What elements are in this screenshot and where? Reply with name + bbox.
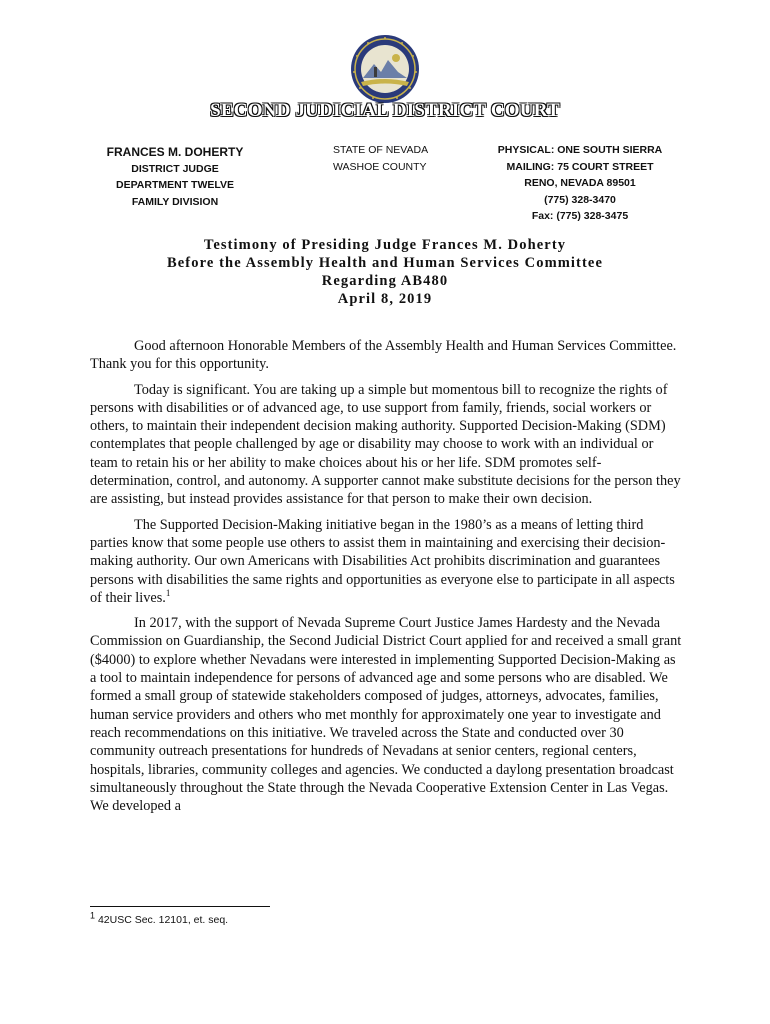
jurisdiction-header bbox=[333, 142, 428, 175]
paragraph: Good afternoon Honorable Members of the Assembly Health and Human Services Committee. Thank you for this opportunity. bbox=[90, 338, 677, 373]
footnote bbox=[90, 910, 229, 926]
paragraph bbox=[90, 516, 684, 607]
footnote-text: 42USC Sec. 12101, et. seq. bbox=[97, 914, 229, 926]
department: DEPARTMENT TWELVE bbox=[115, 179, 235, 191]
judge-header bbox=[95, 144, 255, 210]
judge-title: DISTRICT JUDGE bbox=[131, 162, 219, 175]
testimony-title bbox=[0, 236, 770, 308]
title-line: April 8, 2019 bbox=[337, 291, 433, 307]
state: STATE OF NEVADA bbox=[333, 144, 429, 156]
court-name: SECOND JUDICIAL DISTRICT COURT bbox=[210, 100, 560, 121]
nevada-seal-icon bbox=[350, 34, 420, 104]
mailing-address: MAILING: 75 COURT STREET bbox=[506, 160, 654, 173]
physical-address: PHYSICAL: ONE SOUTH SIERRA bbox=[497, 144, 663, 156]
paragraph-text: The Supported Decision-Making initiative began in the 1980’s as a means of letting third parties know that some people use others to assist them in maintaining and exercising their decision-making authority. Our own Americans with Disabilities Act prohibits discrimination and guarantees persons with disabilities the same rights and opportunities as everyone else to participate in all aspects of their lives. bbox=[90, 516, 675, 606]
paragraph: Today is significant. You are taking up a simple but momentous bill to recognize the rights of persons with disabilities or of advanced age, to use support from family, friends, social workers or others, to maintain their independent decision making authority. Supported Decision-Making (SDM) contemplates that people challenged by age or disability may choose to work with an individual or team to retain his or her ability to make choices about his or her life. SDM promotes self-determination, control, and autonomy. A supporter cannot make substitute decisions for the person they are assisting, but instead provides assistance for that person to make their own decision. bbox=[90, 381, 681, 508]
phone: (775) 328-3470 bbox=[544, 193, 616, 206]
city-state-zip: RENO, NEVADA 89501 bbox=[524, 177, 636, 189]
division: FAMILY DIVISION bbox=[131, 195, 219, 208]
address-header bbox=[490, 142, 670, 225]
footnote-number: 1 bbox=[90, 910, 96, 921]
title-line: Testimony of Presiding Judge Frances M. Doherty bbox=[203, 237, 567, 253]
footnote-marker[interactable]: 1 bbox=[165, 588, 171, 599]
title-line: Before the Assembly Health and Human Services Committee bbox=[167, 255, 603, 271]
fax: Fax: (775) 328-3475 bbox=[531, 210, 629, 222]
testimony-body bbox=[90, 337, 684, 822]
title-line: Regarding AB480 bbox=[321, 273, 449, 289]
county: WASHOE COUNTY bbox=[333, 160, 427, 173]
paragraph: In 2017, with the support of Nevada Supreme Court Justice James Hardesty and the Nevada Commission on Guardianship, the Second Judicial District Court applied for and received a small grant ($4000) to explore whether Nevadans were interested in implementing Supported Decision-Making as a tool to maintain independence for persons of advanced age and some persons who are disabled. We formed a small group of statewide stakeholders composed of judges, attorneys, advocates, families, human service providers and others who met monthly for approximately one year to investigate and reach recommendations on this initiative. We traveled across the State and conducted over 30 community outreach presentations for hundreds of Nevadans at senior centers, regional centers, hospitals, libraries, community colleges and agencies. We conducted a daylong presentation broadcast simultaneously throughout the State through the Nevada Cooperative Extension Center in Las Vegas. We developed a bbox=[90, 615, 682, 815]
footnote-divider bbox=[90, 906, 270, 907]
judge-name: FRANCES M. DOHERTY bbox=[106, 145, 244, 159]
